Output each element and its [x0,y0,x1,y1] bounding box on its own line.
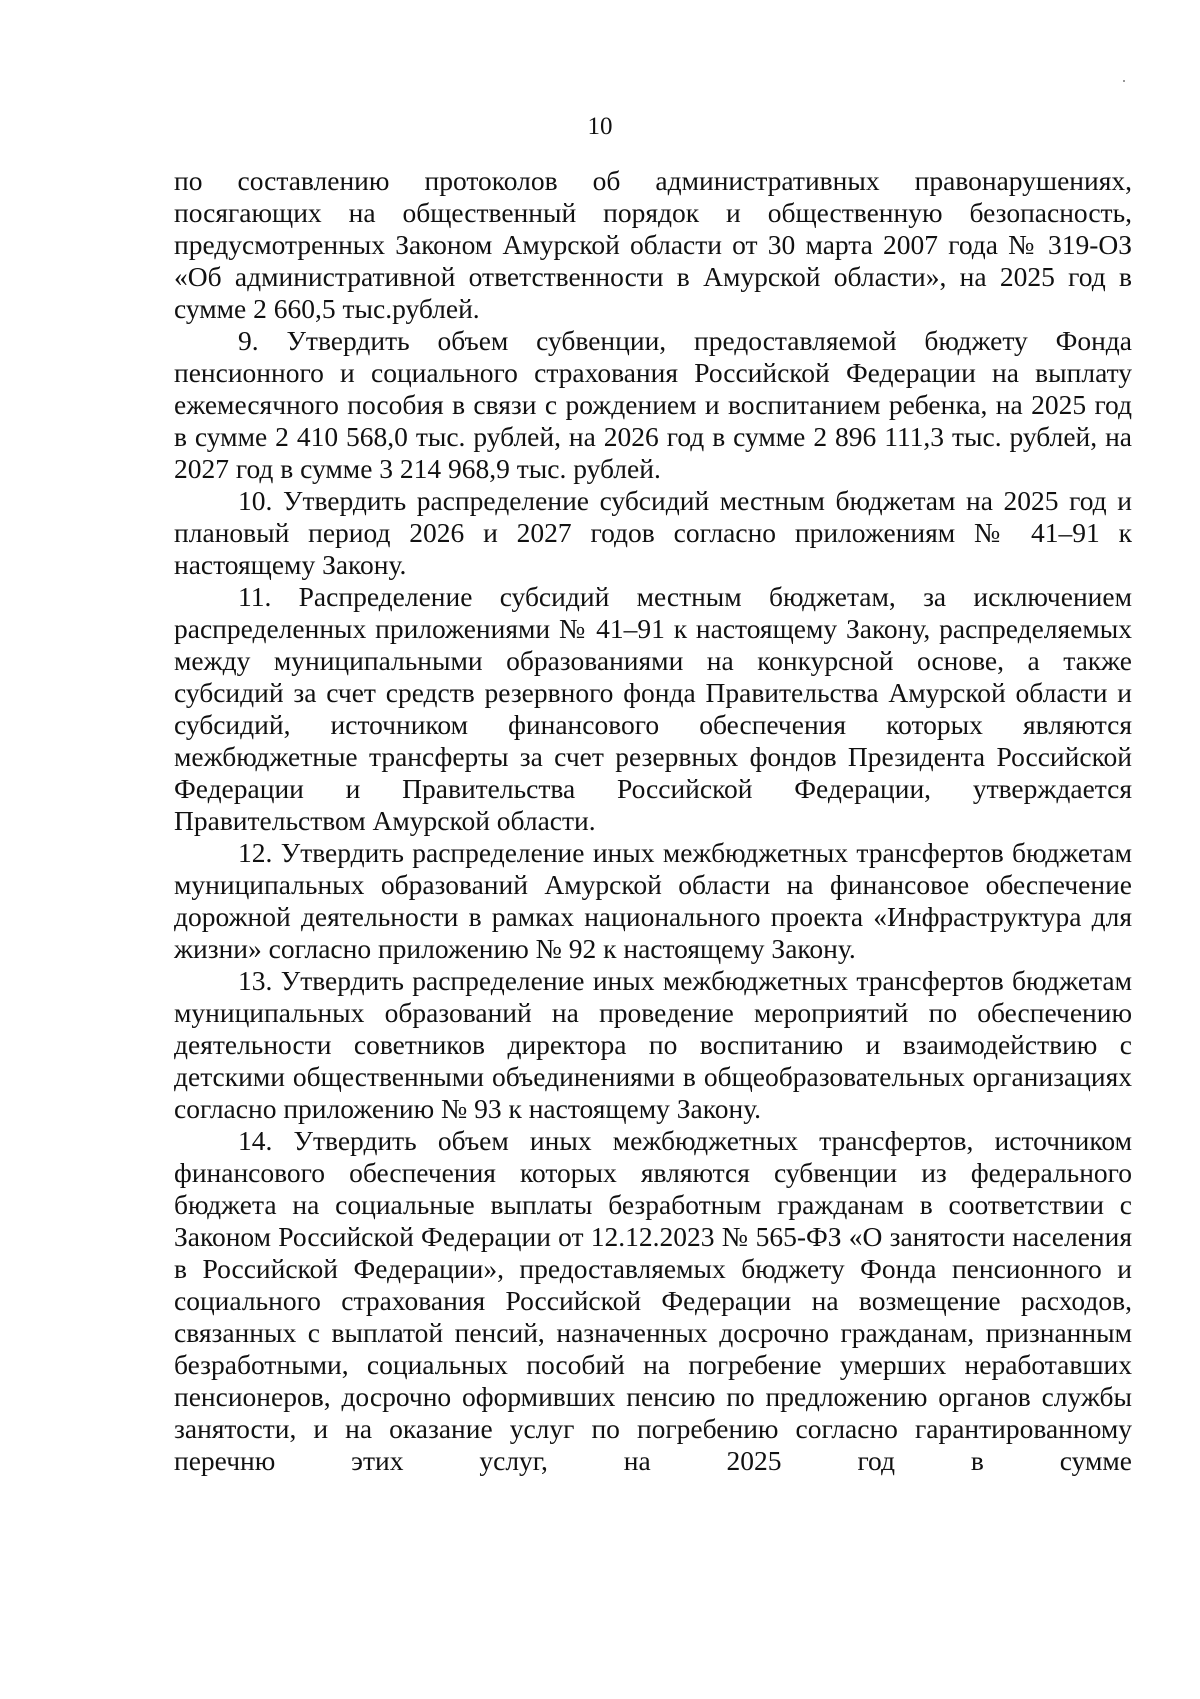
paragraph-item-12: 12. Утвердить распределение иных межбюджетных трансфертов бюджетам муниципальных образований Амурской области на финансовое обеспечение дорожной деятельности в рамках национального проекта «Инфраструктура для жизни» согласно приложению № 92 к настоящему Закону. [174,837,1132,964]
paragraph-item-11: 11. Распределение субсидий местным бюджетам, за исключением распределенных приложениями № 41–91 к настоящему Закону, распределяемых между муниципальными образованиями на конкурсной основе, а также субсидий за счет средств резервного фонда Правительства Амурской области и субсидий, источником финансового обеспечения которых являются межбюджетные трансферты за счет резервных фондов Президента Российской Федерации и Правительства Российской Федерации, утверждается Правительством Амурской области. [174,581,1132,836]
paragraph-item-14: 14. Утвердить объем иных межбюджетных трансфертов, источником финансового обеспечения которых являются субвенции из федерального бюджета на социальные выплаты безработным гражданам в соответствии с Законом Российской Федерации от 12.12.2023 № 565-ФЗ «О занятости населения в Российской Федерации», предоставляемых бюджету Фонда пенсионного и социального страхования Российской Федерации на возмещение расходов, связанных с выплатой пенсий, назначенных досрочно гражданам, признанным безработными, социальных пособий на погребение умерших неработавших пенсионеров, досрочно оформивших пенсию по предложению органов службы занятости, и на оказание услуг по погребению согласно гарантированному перечню этих услуг, на 2025 год в сумме [174,1125,1132,1476]
paragraph-item-9: 9. Утвердить объем субвенции, предоставляемой бюджету Фонда пенсионного и социального страхования Российской Федерации на выплату ежемесячного пособия в связи с рождением и воспитанием ребенка, на 2025 год в сумме 2 410 568,0 тыс. рублей, на 2026 год в сумме 2 896 111,3 тыс. рублей, на 2027 год в сумме 3 214 968,9 тыс. рублей. [174,325,1132,484]
paragraph-continuation: по составлению протоколов об административных правонарушениях, посягающих на общественный порядок и общественную безопасность, предусмотренных Законом Амурской области от 30 марта 2007 года № 319-ОЗ «Об административной ответственности в Амурской области», на 2025 год в сумме 2 660,5 тыс.рублей. [174,165,1132,324]
paragraph-item-13: 13. Утвердить распределение иных межбюджетных трансфертов бюджетам муниципальных образований на проведение мероприятий по обеспечению деятельности советников директора по воспитанию и взаимодействию с детскими общественными объединениями в общеобразовательных организациях согласно приложению № 93 к настоящему Закону. [174,965,1132,1124]
scan-speck [1123,80,1125,82]
paragraph-item-10: 10. Утвердить распределение субсидий местным бюджетам на 2025 год и плановый период 2026 и 2027 годов согласно приложениям № 41–91 к настоящему Закону. [174,485,1132,580]
document-body [174,165,1132,1477]
page-number: 10 [587,113,613,140]
